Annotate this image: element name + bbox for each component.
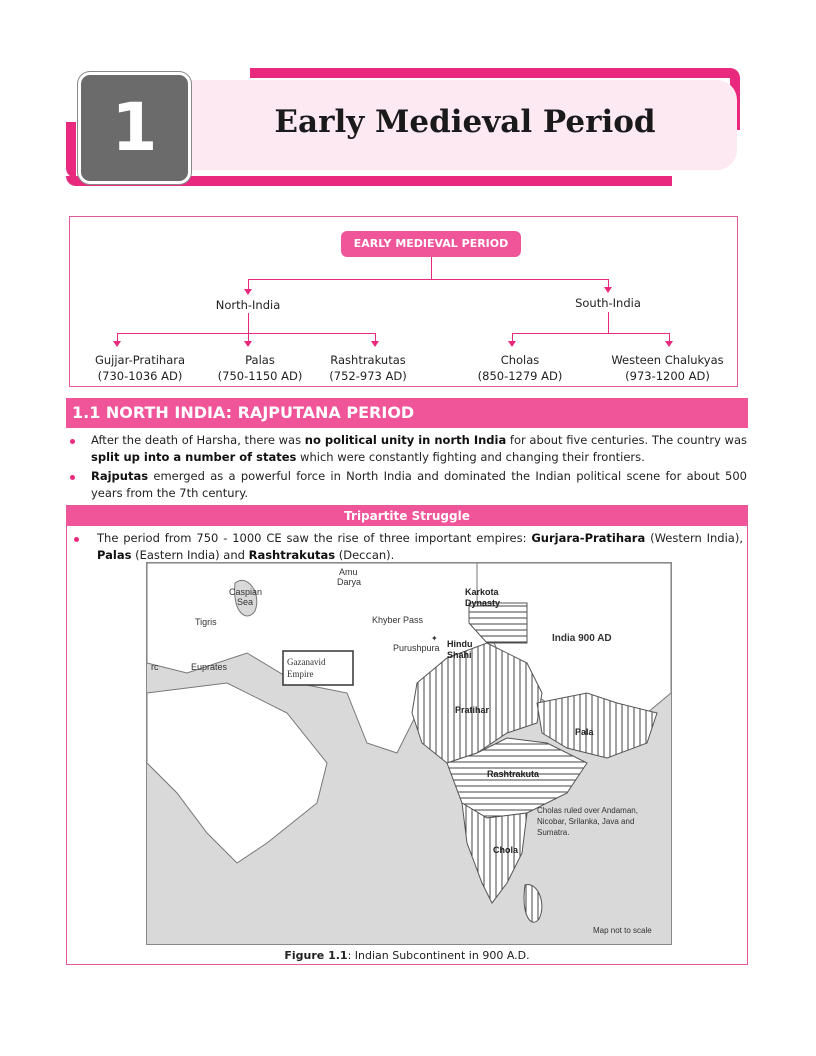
map-label: Empire [287,669,314,679]
tree-connector [608,312,609,333]
text-run: (Western India), [645,531,743,545]
paragraph-bullet-2 [91,468,747,502]
map-label: India 900 AD [552,633,612,644]
map-label: Chola [493,845,519,855]
tripartite-bullet [97,530,743,564]
map-label: Sea [237,597,254,607]
map-label: Caspian [229,587,263,597]
node-date: (730-1036 AD) [97,369,183,383]
tree-connector [248,313,249,333]
tree-root-node: EARLY MEDIEVAL PERIOD [341,231,521,257]
map-label: Map not to scale [593,926,652,935]
map-label: Darya [337,577,362,587]
map-label: Shahi [447,650,472,660]
text-run: After the death of Harsha, there was [91,433,305,447]
text-run: which were constantly fighting and changing their frontiers. [296,450,645,464]
text-run: for about five centuries. The country was [506,433,747,447]
map-label: rc [151,662,159,672]
text-run: (Eastern India) and [131,548,249,562]
tree-connector [117,333,375,334]
text-run: (Deccan). [335,548,395,562]
node-name: Westeen Chalukyas [611,353,724,367]
chapter-title: Early Medieval Period [274,104,656,140]
tripartite-heading: Tripartite Struggle [67,506,747,526]
figure-text: : Indian Subcontinent in 900 A.D. [347,949,530,962]
arrow-down-icon [244,341,252,347]
map-label: Tigris [195,617,217,627]
figure-caption [66,949,748,962]
map-svg [147,563,671,944]
map-label: Hindu [447,639,473,649]
arrow-down-icon [665,341,673,347]
map-label: Rashtrakuta [487,769,540,779]
india-900ad-map [146,562,672,945]
tree-node-cholas [465,353,575,383]
map-label: Nicobar, Srilanka, Java and [537,817,635,826]
chapter-number: 1 [78,72,191,184]
text-bold: Gurjara-Pratihara [531,531,646,545]
node-name: Palas [245,353,275,367]
tree-connector [512,333,669,334]
map-label: Euprates [191,662,228,672]
south-india-label: South-India [575,296,641,310]
text-run: The period from 750 - 1000 CE saw the rise of three important empires: [97,531,532,545]
text-bold: split up into a number of states [91,450,297,464]
map-label: Amu [339,567,358,577]
figure-label: Figure 1.1 [284,949,348,962]
bullet-dot-icon [70,439,75,444]
map-label: Gazanavid [287,657,326,667]
map-label: Purushpura [393,643,440,653]
node-date: (750-1150 AD) [217,369,303,383]
arrow-down-icon [244,289,252,295]
tree-node-gujjar-pratihara [80,353,200,383]
tree-connector [248,279,608,280]
section-heading: 1.1 NORTH INDIA: RAJPUTANA PERIOD [66,398,748,428]
node-date: (752-973 AD) [329,369,407,383]
tree-node-palas [205,353,315,383]
map-label: Sumatra. [537,828,570,837]
node-name: Cholas [500,353,540,367]
text-bold: Rajputas [91,469,149,483]
arrow-down-icon [113,341,121,347]
paragraph-bullet-1 [91,432,747,466]
node-name: Rashtrakutas [330,353,406,367]
bullet-dot-icon [74,537,79,542]
bullet-dot-icon [70,475,75,480]
text-bold: no political unity in north India [304,433,507,447]
text-run: emerged as a powerful force in North India and dominated the Indian political scene for about 500 years from the 7th century. [91,469,747,500]
map-label: Karkota [465,587,499,597]
arrow-down-icon [604,287,612,293]
map-label: Dynasty [465,598,501,608]
map-label: Khyber Pass [372,615,424,625]
tree-node-western-chalukyas [605,353,730,383]
north-india-label: North-India [215,298,281,312]
node-name: Gujjar-Pratihara [94,353,186,367]
arrow-down-icon [508,341,516,347]
arrow-down-icon [371,341,379,347]
node-date: (973-1200 AD) [625,369,710,383]
header-accent-top [250,68,740,78]
text-bold: Palas [97,548,132,562]
text-bold: Rashtrakutas [248,548,336,562]
map-label: Cholas ruled over Andaman, [537,806,638,815]
tree-connector [431,257,432,279]
node-date: (850-1279 AD) [477,369,563,383]
map-label: Pala [575,727,594,737]
header-accent-left [66,122,76,178]
star-icon: ✦ [431,634,438,643]
tree-node-rashtrakutas [318,353,418,383]
map-label: Pratihar [455,705,490,715]
